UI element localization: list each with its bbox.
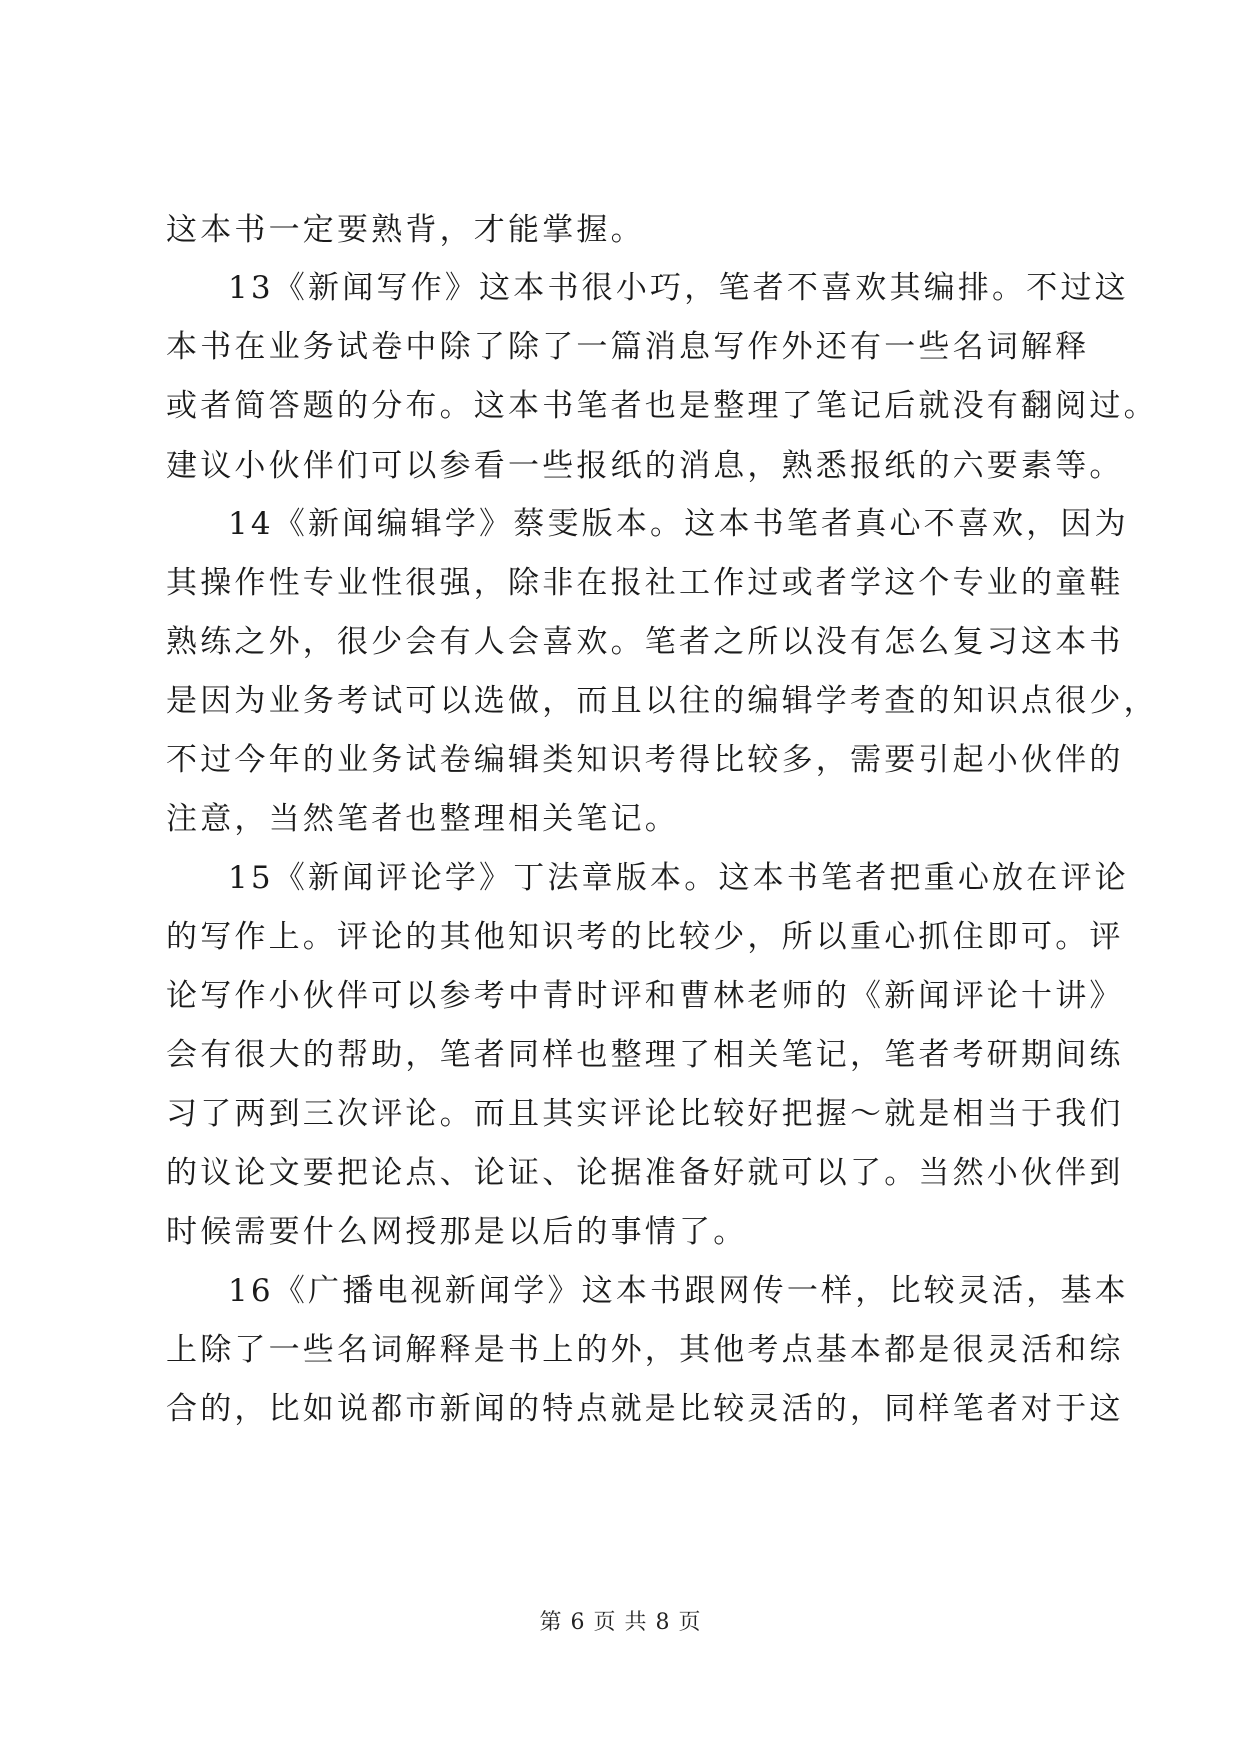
text-line: 上除了一些名词解释是书上的外，其他考点基本都是很灵活和综 [166, 1332, 1124, 1368]
text-line: 15《新闻评论学》丁法章版本。这本书笔者把重心放在评论 [228, 860, 1129, 896]
text-line: 习了两到三次评论。而且其实评论比较好把握～就是相当于我们 [166, 1096, 1124, 1132]
text-line: 合的，比如说都市新闻的特点就是比较灵活的，同样笔者对于这 [166, 1391, 1124, 1427]
text-line: 会有很大的帮助，笔者同样也整理了相关笔记，笔者考研期间练 [166, 1037, 1124, 1073]
text-line: 这本书一定要熟背，才能掌握。 [166, 212, 645, 248]
text-line: 本书在业务试卷中除了除了一篇消息写作外还有一些名词解释 [166, 329, 1090, 365]
text-line: 的写作上。评论的其他知识考的比较少，所以重心抓住即可。评 [166, 919, 1124, 955]
text-line: 论写作小伙伴可以参考中青时评和曹林老师的《新闻评论十讲》 [166, 978, 1124, 1014]
page-number-footer: 第 6 页 共 8 页 [539, 1610, 702, 1635]
text-line: 注意，当然笔者也整理相关笔记。 [166, 801, 679, 837]
text-line: 不过今年的业务试卷编辑类知识考得比较多，需要引起小伙伴的 [166, 742, 1124, 778]
text-line: 13《新闻写作》这本书很小巧，笔者不喜欢其编排。不过这 [228, 270, 1129, 306]
text-line: 其操作性专业性很强，除非在报社工作过或者学这个专业的童鞋 [166, 565, 1124, 601]
text-line: 熟练之外，很少会有人会喜欢。笔者之所以没有怎么复习这本书 [166, 624, 1124, 660]
text-line: 建议小伙伴们可以参看一些报纸的消息，熟悉报纸的六要素等。 [166, 448, 1124, 484]
text-line: 或者简答题的分布。这本书笔者也是整理了笔记后就没有翻阅过。 [166, 388, 1158, 424]
text-line: 16《广播电视新闻学》这本书跟网传一样，比较灵活，基本 [228, 1273, 1129, 1309]
text-line: 是因为业务考试可以选做，而且以往的编辑学考查的知识点很少， [166, 683, 1158, 719]
text-line: 时候需要什么网授那是以后的事情了。 [166, 1214, 748, 1250]
text-line: 14《新闻编辑学》蔡雯版本。这本书笔者真心不喜欢，因为 [228, 506, 1129, 542]
text-line: 的议论文要把论点、论证、论据准备好就可以了。当然小伙伴到 [166, 1155, 1124, 1191]
